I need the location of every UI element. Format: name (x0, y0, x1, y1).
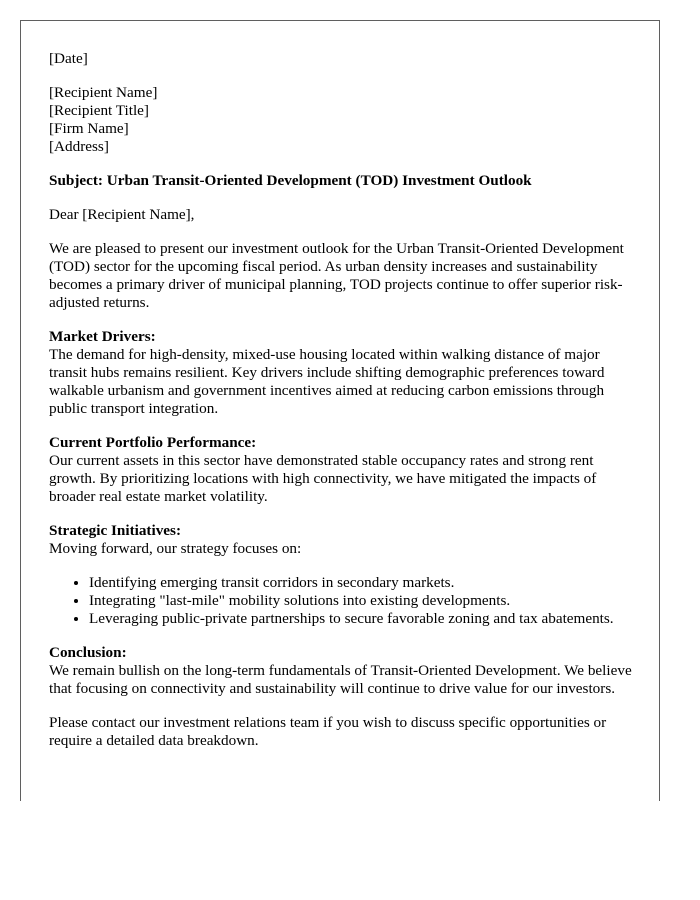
section-body: We remain bullish on the long-term fundamentals of Transit-Oriented Development. We believe that focusing on connectivity and sustainability will continue to drive value for our investors. (49, 662, 632, 697)
section-title: Market Drivers: (49, 328, 156, 345)
section-title: Strategic Initiatives: (49, 522, 182, 539)
section-strategic-initiatives (49, 522, 639, 558)
recipient-block (49, 84, 639, 156)
recipient-address: [Address] (49, 138, 109, 155)
section-body: Moving forward, our strategy focuses on: (49, 540, 302, 557)
letter-subject: Subject: Urban Transit-Oriented Development (TOD) Investment Outlook (49, 172, 532, 189)
recipient-name: [Recipient Name] (49, 84, 158, 101)
section-title: Current Portfolio Performance: (49, 434, 257, 451)
recipient-firm: [Firm Name] (49, 120, 129, 137)
letter-content (49, 50, 639, 766)
list-item: • Identifying emerging transit corridors in secondary markets. (89, 574, 639, 592)
section-body: The demand for high-density, mixed-use housing located within walking distance of major transit hubs remains resilient. Key drivers include shifting demographic preferences toward walkable urbanism and government incentives aimed at reducing carbon emissions through public transport integration. (49, 346, 605, 417)
section-conclusion (49, 644, 639, 698)
closing-paragraph: Please contact our investment relations team if you wish to discuss specific opportunities or require a detailed data breakdown. (49, 714, 607, 749)
list-item: • Integrating "last-mile" mobility solutions into existing developments. (89, 592, 639, 610)
salutation: Dear [Recipient Name], (49, 206, 195, 223)
recipient-title: [Recipient Title] (49, 102, 149, 119)
list-item: • Leveraging public-private partnerships to secure favorable zoning and tax abatements. (89, 610, 639, 628)
section-body: Our current assets in this sector have demonstrated stable occupancy rates and strong rent growth. By prioritizing locations with high connectivity, we have mitigated the impacts of broader real estate market volatility. (49, 452, 597, 505)
strategy-bullet-list (49, 574, 639, 628)
letter-date: [Date] (49, 50, 88, 67)
section-portfolio-performance (49, 434, 639, 506)
date-block (49, 50, 639, 68)
letter-page (20, 20, 660, 801)
section-title: Conclusion: (49, 644, 127, 661)
intro-paragraph: We are pleased to present our investment outlook for the Urban Transit-Oriented Development (TOD) sector for the upcoming fiscal period. As urban density increases and sustainability becomes a primary driver of municipal planning, TOD projects continue to offer superior risk-adjusted returns. (49, 240, 624, 311)
section-market-drivers (49, 328, 639, 418)
